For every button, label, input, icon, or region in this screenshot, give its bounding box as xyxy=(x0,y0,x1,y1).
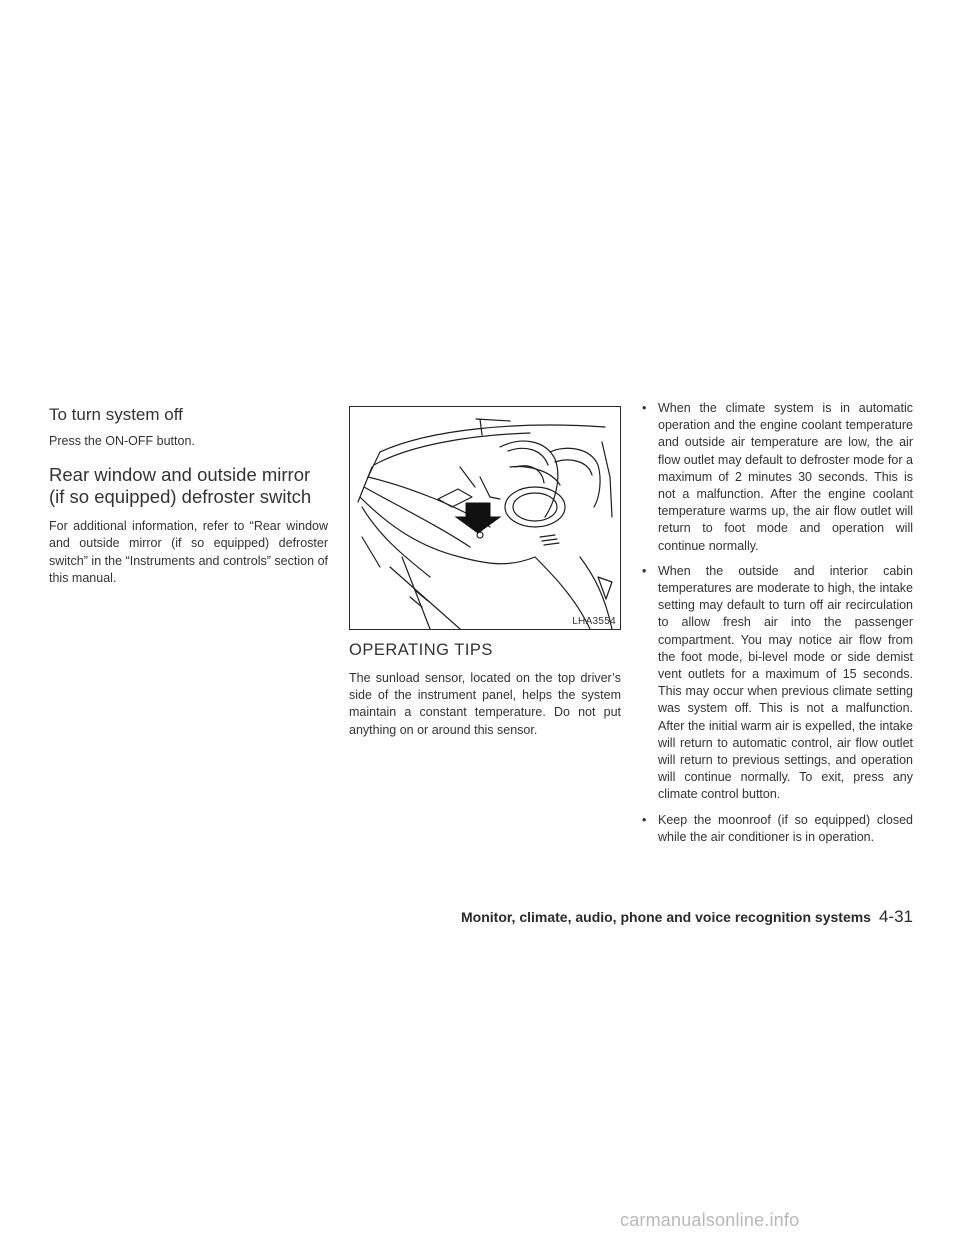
list-item xyxy=(640,563,913,804)
heading-line-2: (if so equipped) defroster switch xyxy=(49,486,312,508)
list-item xyxy=(640,400,913,555)
tips-list xyxy=(640,400,913,846)
heading-line-1: Rear window and outside mirror xyxy=(49,464,311,486)
list-item xyxy=(640,812,913,846)
figure-code: LHA3554 xyxy=(572,616,616,627)
page-number: 4-31 xyxy=(878,907,913,926)
arrow-down-icon xyxy=(456,503,500,533)
paragraph-defroster-reference: For additional information, refer to “Rear window and outside mirror (if so equipped) defroster switch” in the “Instruments and controls” section of this manual. xyxy=(49,519,328,585)
bullet-icon: • xyxy=(642,401,647,415)
right-column xyxy=(640,400,913,854)
bullet-icon: • xyxy=(642,563,647,578)
list-item-text: When the outside and interior cabin temperatures are moderate to high, the intake setting may default to turn off air recirculation to allow fresh air into the passenger compartment. You may notice air flow from the foot mode, bi-level mode or side demist vent outlets for a maximum of 15 seconds. This may occur when previous climate setting was system off. This is not a malfunction. After the initial warm air is expelled, the intake will return to automatic control, air flow outlet will return to previous settings, and operation will continue normally. To exit, press any climate control button. xyxy=(658,563,913,802)
list-item-text: Keep the moonroof (if so equipped) closed while the air conditioner is in operation. xyxy=(658,812,913,844)
bullet-icon: • xyxy=(642,812,647,827)
dashboard-illustration xyxy=(350,407,620,629)
middle-column xyxy=(349,400,621,739)
list-item-text: When the climate system is in automatic operation and the engine coolant temperature and outside air temperature are low, the air flow outlet may default to defroster mode for a maximum of 2 minutes 30 seconds. This is not a malfunction. After the engine coolant temperature warms up, the air flow outlet will return to foot mode and operation will continue normally. xyxy=(658,401,913,553)
heading-operating-tips: OPERATING TIPS xyxy=(349,641,493,659)
page-footer xyxy=(461,907,913,927)
left-column xyxy=(49,400,328,587)
watermark: carmanualsonline.info xyxy=(620,1210,800,1230)
paragraph-sunload-sensor: The sunload sensor, located on the top driver’s side of the instrument panel, helps the system maintain a constant temperature. Do not put anything on or around this sensor. xyxy=(349,671,621,737)
heading-turn-system-off: To turn system off xyxy=(49,405,183,424)
sunload-sensor-figure xyxy=(349,406,621,630)
paragraph-press-on-off: Press the ON-OFF button. xyxy=(49,434,195,448)
heading-rear-window-defroster xyxy=(49,464,328,508)
footer-section-title: Monitor, climate, audio, phone and voice recognition systems xyxy=(461,909,871,925)
